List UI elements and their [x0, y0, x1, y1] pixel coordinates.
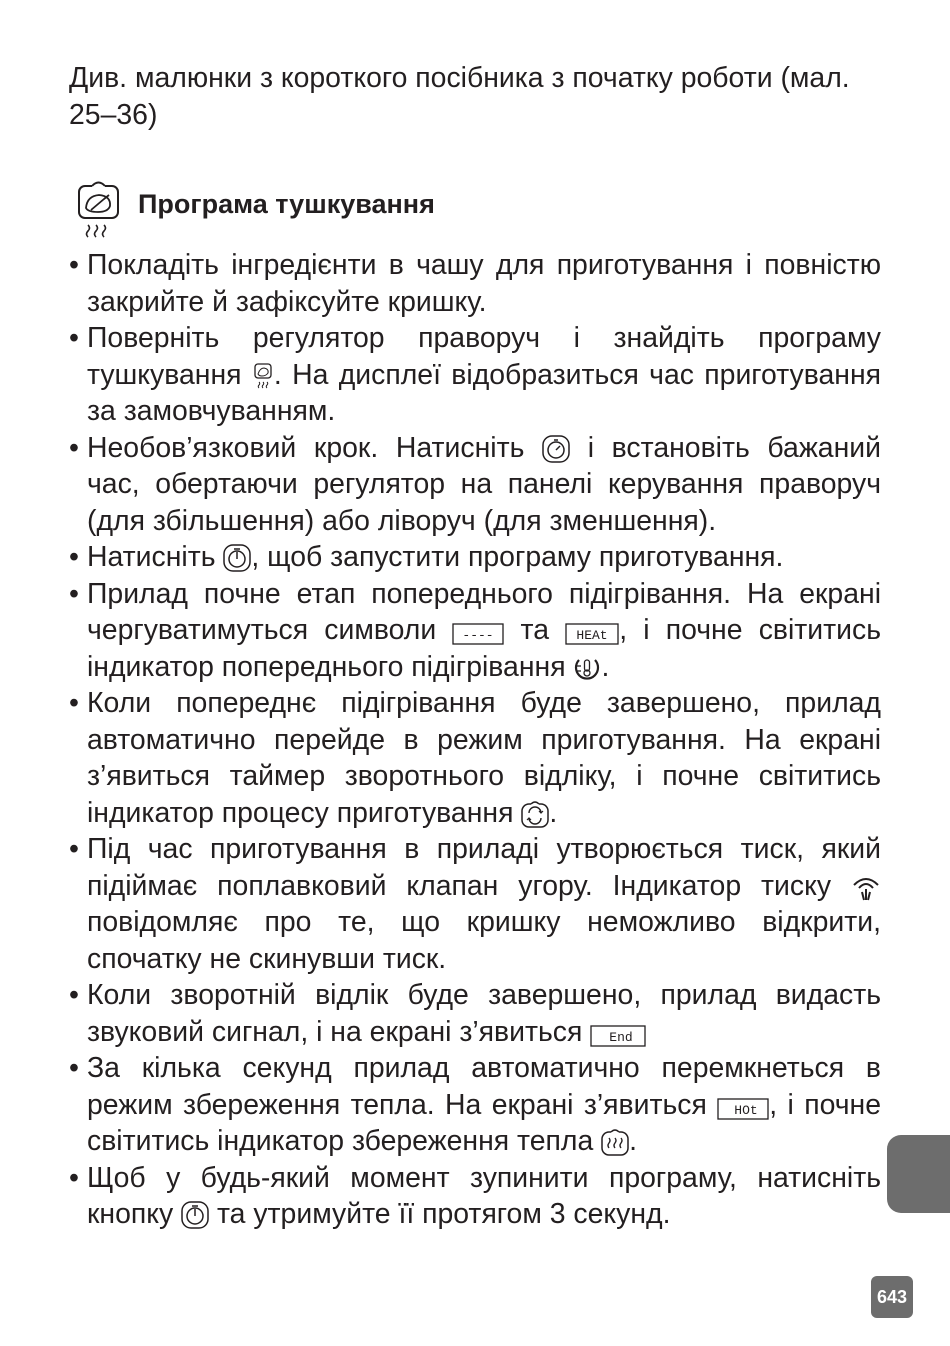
display-end-text: End — [609, 1029, 633, 1045]
timer-icon — [542, 435, 570, 463]
list-item: • Прилад почне етап попереднього підігрівання. На екрані чергуватимуться символи ---- та HEAt , і почне світитись індикатор попереднього підігрівання . — [69, 576, 881, 686]
list-item: • Щоб у будь-який момент зупинити програму, натисніть кнопку та утримуйте її протягом 3 секунд. — [69, 1160, 881, 1233]
page-number: 643 — [871, 1276, 913, 1318]
list-item: • Необов’язковий крок. Натисніть і встановіть бажаний час, обертаючи регулятор на панелі керування праворуч (для збільшення) або ліворуч (для зменшення). — [69, 430, 881, 540]
keep-warm-indicator-icon — [601, 1128, 629, 1156]
list-item: • Коли попереднє підігрівання буде завершено, прилад автоматично перейде в режим приготування. На екрані з’явиться таймер зворотнього відліку, і почне світитись індикатор процесу приготування . — [69, 685, 881, 831]
start-button-icon — [223, 544, 251, 572]
list-item: • За кілька секунд прилад автоматично перемкнеться в режим збереження тепла. На екрані з’явиться HOt , і почне світитись індикатор збереження тепла . — [69, 1050, 881, 1160]
display-hot-text: HOt — [734, 1102, 758, 1118]
cooking-indicator-icon — [521, 800, 549, 828]
stew-program-icon — [252, 360, 274, 390]
list-item: • Коли зворотній відлік буде завершено, прилад видасть звуковий сигнал, і на екрані з’явиться End — [69, 977, 881, 1050]
instruction-list — [69, 247, 881, 1233]
section-title: Програма тушкування — [138, 189, 435, 219]
section-tab — [887, 1135, 950, 1213]
display-hot-icon — [717, 1098, 769, 1120]
display-heat-text: HEAt — [576, 628, 608, 643]
list-item: • Натисніть , щоб запустити програму приготування. — [69, 539, 881, 576]
stew-program-icon — [77, 180, 121, 242]
list-item: • Під час приготування в приладі утворюється тиск, який підіймає поплавковий клапан угору. Індикатор тиску повідомляє про те, що кришку неможливо відкрити, спочатку не скинувши тиск. — [69, 831, 881, 977]
list-item: • Покладіть інгредієнти в чашу для приготування і повністю закрийте й зафіксуйте кришку. — [69, 247, 881, 320]
display-dashes-text: ---- — [462, 628, 494, 643]
display-heat-icon — [565, 623, 619, 645]
display-dashes-icon — [452, 623, 504, 645]
preheat-indicator-icon — [573, 654, 601, 682]
list-item: • Поверніть регулятор праворуч і знайдіть програму тушкування . На дисплеї відобразиться час приготування за замовчуванням. — [69, 320, 881, 430]
display-end-icon — [590, 1025, 646, 1047]
intro-text: Див. малюнки з короткого посібника з початку роботи (мал. 25–36) — [69, 62, 850, 131]
start-button-icon — [181, 1201, 209, 1229]
pressure-indicator-icon — [851, 875, 881, 901]
